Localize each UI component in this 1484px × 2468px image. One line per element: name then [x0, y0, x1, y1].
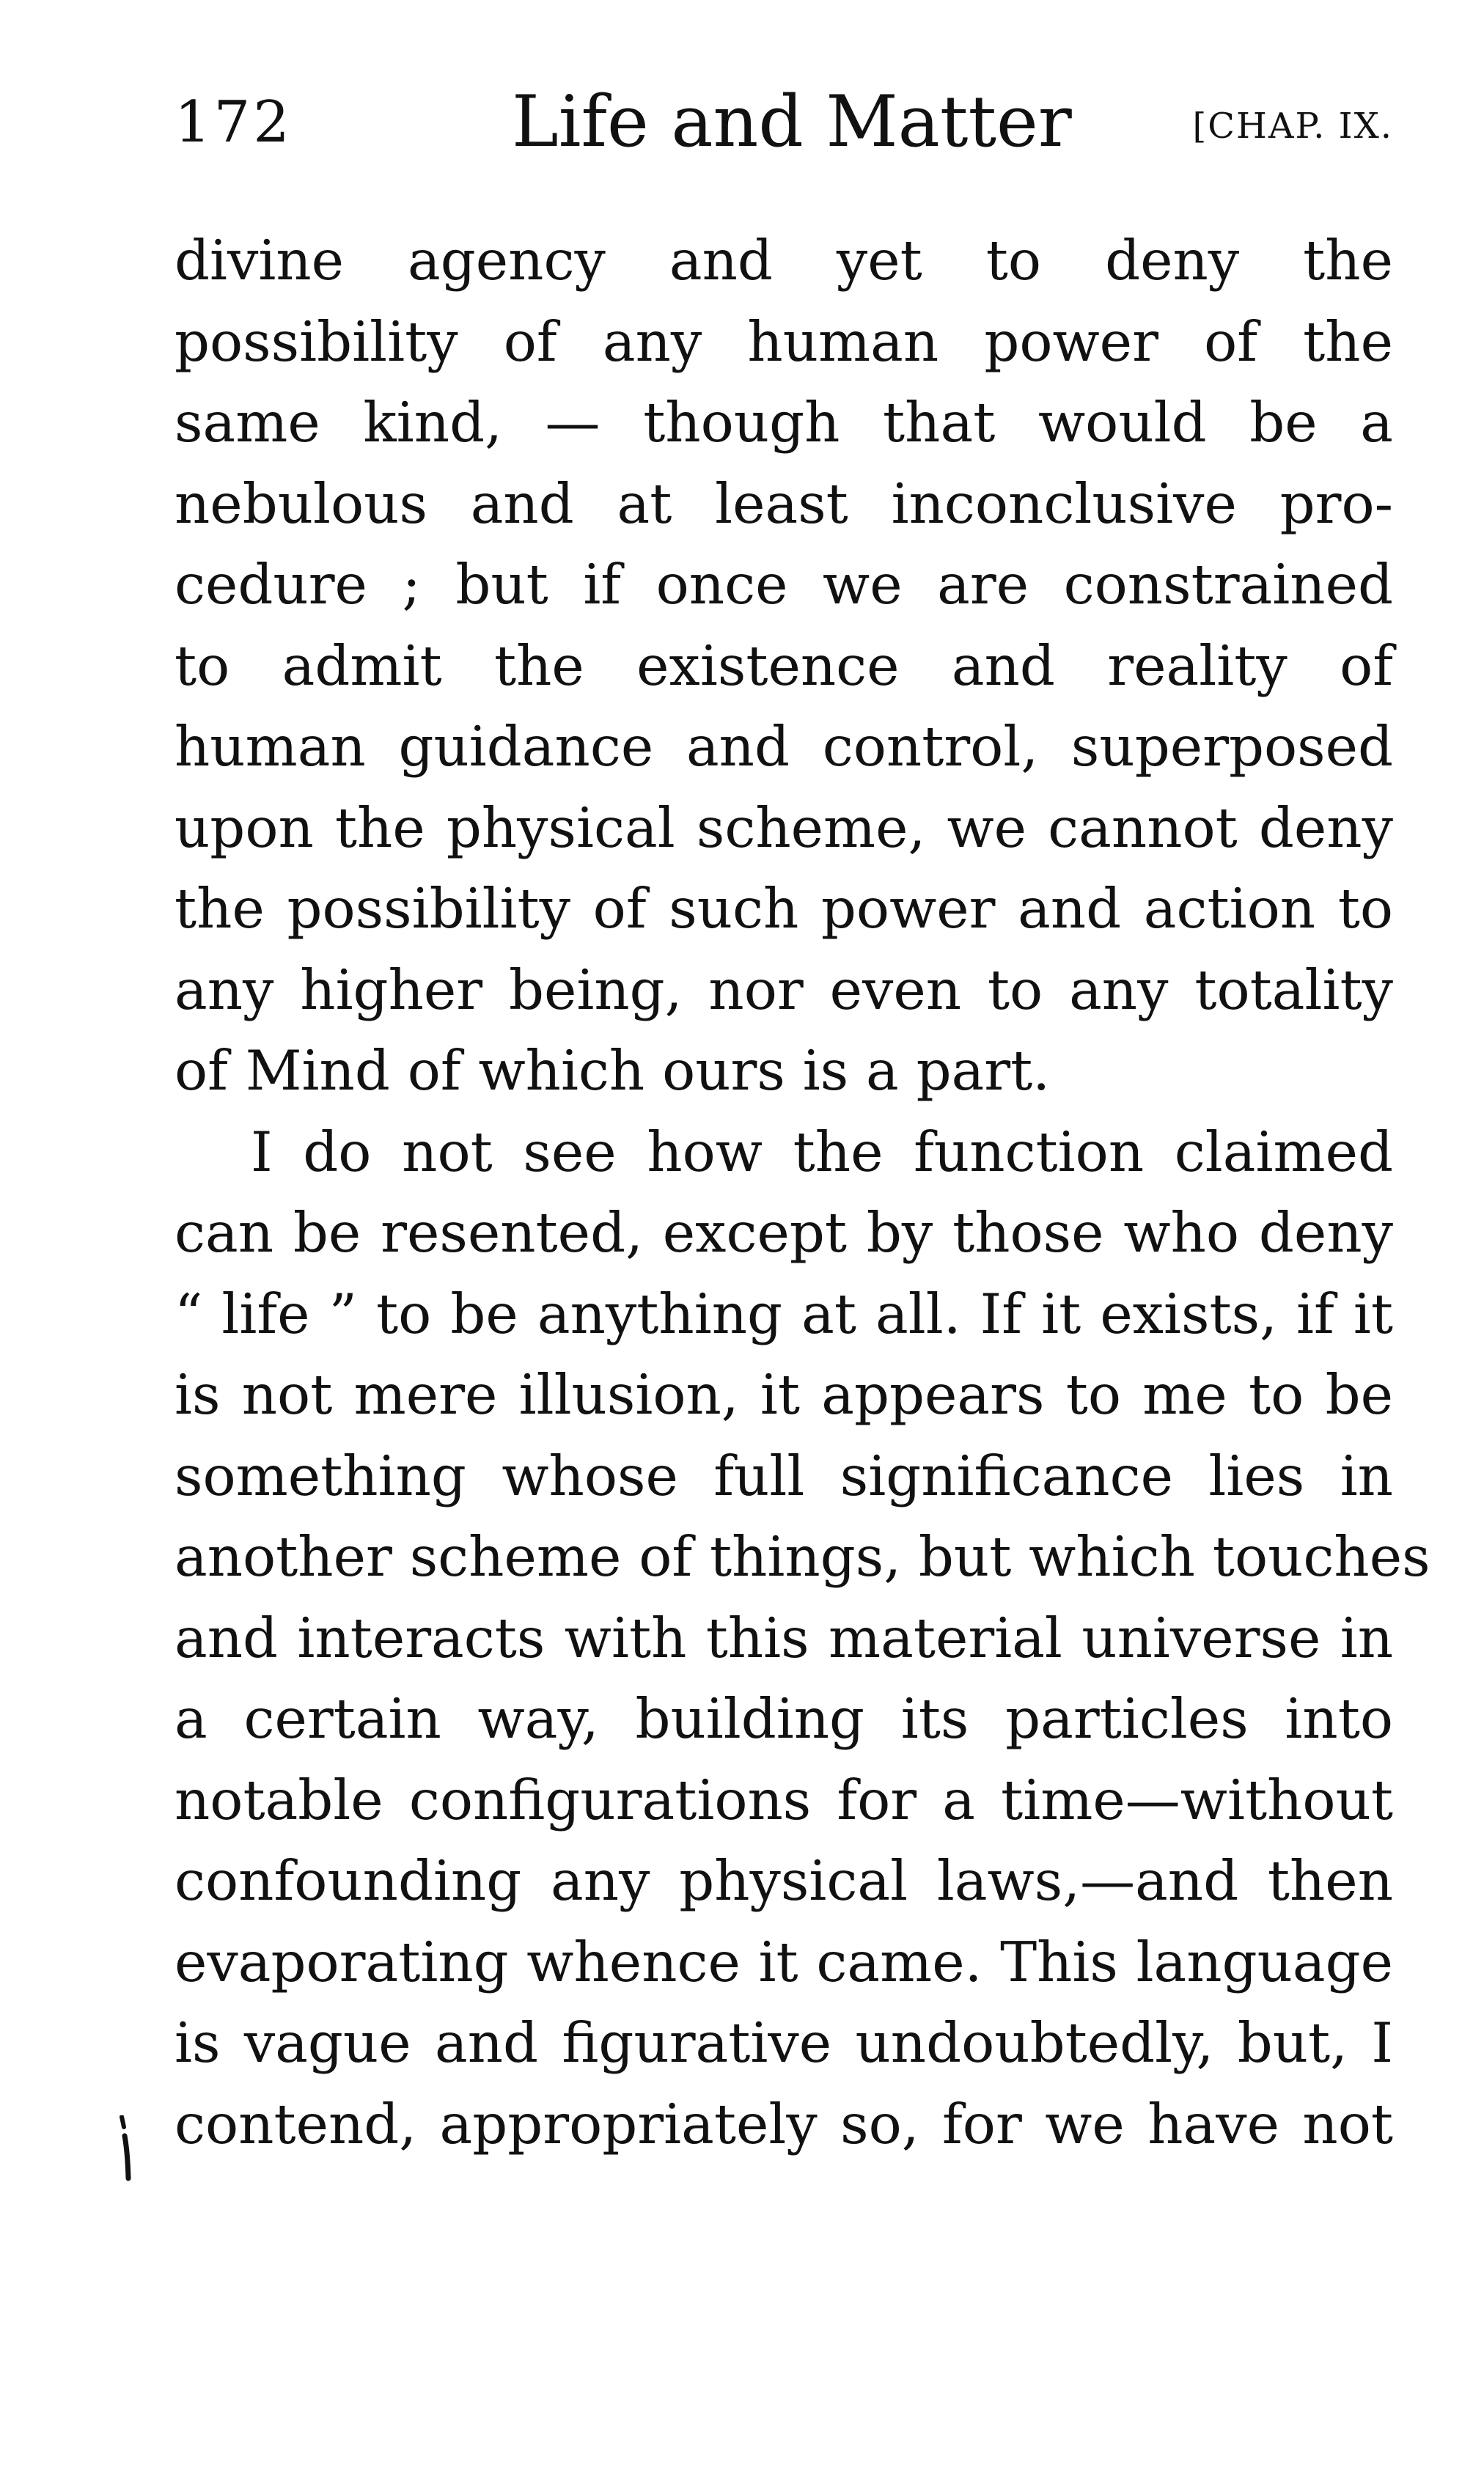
text-line: I do not see how the function claimed [251, 1119, 1393, 1184]
text-line: nebulous and at least inconclusive pro- [175, 471, 1393, 536]
body-text [175, 220, 1430, 2164]
text-line: notable configurations for a time—without [175, 1767, 1393, 1832]
text-line: the possibility of such power and action to [175, 876, 1393, 941]
text-line: a certain way, building its particles into [175, 1686, 1393, 1751]
page-number: 172 [175, 89, 293, 155]
text-line: same kind, — though that would be a [175, 390, 1393, 455]
pencil-margin-mark [117, 2115, 135, 2181]
text-line: human guidance and control, superposed [175, 714, 1393, 779]
text-line: something whose full significance lies in [175, 1443, 1393, 1508]
text-line: “ life ” to be anything at all. If it exists, if it [175, 1281, 1393, 1346]
text-line: is vague and figurative undoubtedly, but, I [175, 2010, 1393, 2075]
text-line: divine agency and yet to deny the [175, 228, 1393, 293]
text-line: cedure ; but if once we are constrained [175, 552, 1393, 617]
text-line: possibility of any human power of the [175, 309, 1393, 374]
running-title: Life and Matter [512, 81, 1072, 163]
chapter-reference: [CHAP. IX. [1192, 106, 1393, 147]
text-line: of Mind of which ours is a part. [175, 1038, 1051, 1103]
paragraph-2 [175, 1112, 1430, 2165]
page-header [175, 81, 1393, 175]
paragraph-1 [175, 220, 1393, 1112]
text-line: evaporating whence it came. This language [175, 1929, 1393, 1994]
text-line: upon the physical scheme, we cannot deny [175, 795, 1393, 860]
text-line: to admit the existence and reality of [175, 633, 1393, 698]
text-line: and interacts with this material universe in [175, 1605, 1393, 1670]
text-line: can be resented, except by those who deny [175, 1200, 1393, 1265]
text-line: contend, appropriately so, for we have not [175, 2091, 1393, 2156]
text-line: confounding any physical laws,—and then [175, 1848, 1393, 1913]
text-line: another scheme of things, but which touches [175, 1524, 1430, 1589]
text-line: is not mere illusion, it appears to me to be [175, 1362, 1393, 1427]
text-line: any higher being, nor even to any totality [175, 957, 1393, 1022]
